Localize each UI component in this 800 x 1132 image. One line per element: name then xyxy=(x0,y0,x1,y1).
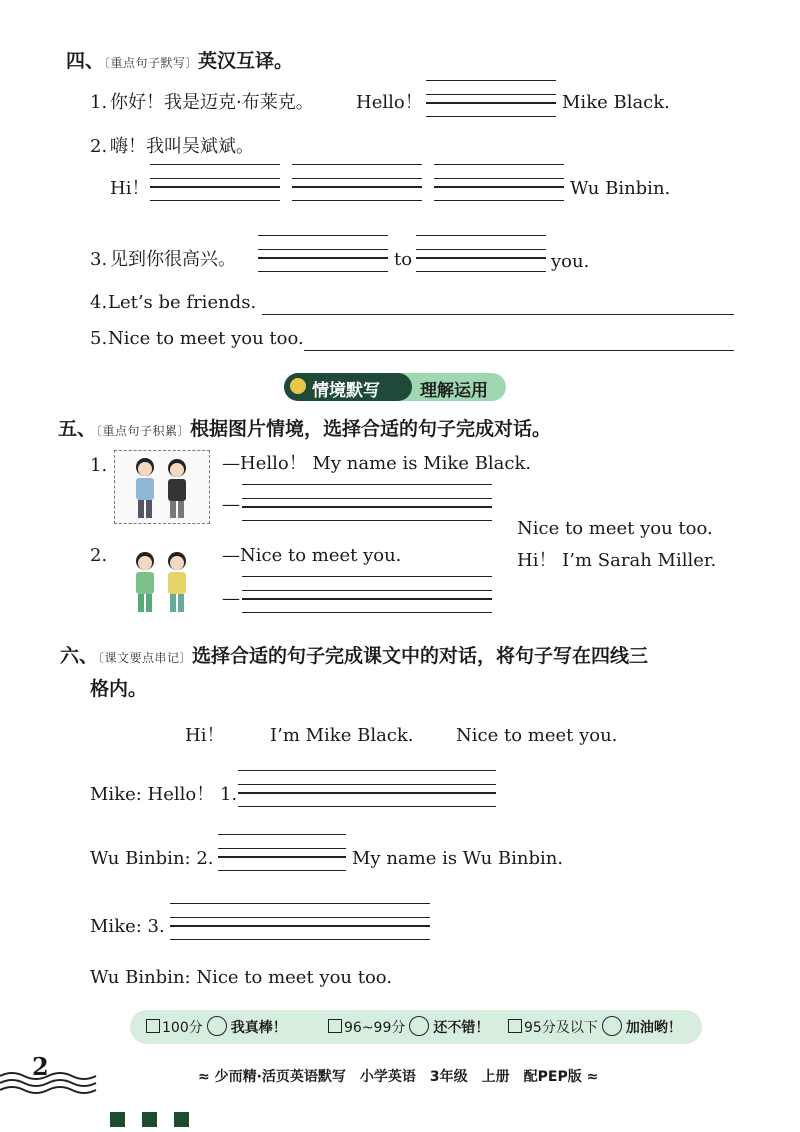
s4-item1-prefix: Hello！ xyxy=(356,92,423,113)
wave-decoration-icon xyxy=(0,1070,100,1094)
medal-icon xyxy=(290,378,306,394)
s5-item2-num: 2. xyxy=(90,545,108,566)
s6-dialog-1: Mike: Hello！ 1. xyxy=(90,784,238,805)
s5-item2-picture-two-boys xyxy=(114,545,210,619)
s4-item5-en: Nice to meet you too. xyxy=(108,328,304,349)
section6-title-line2: 格内。 xyxy=(90,678,148,700)
section6-tag: 〔课文要点串记〕 xyxy=(98,651,193,665)
s4-item3-writing-lines-b[interactable] xyxy=(416,235,546,279)
score-a-label: 100分 xyxy=(162,1020,203,1036)
banner-right-text: 理解运用 xyxy=(420,381,488,401)
two-children-icon xyxy=(115,451,209,523)
section5-title: 根据图片情境，选择合适的句子完成对话。 xyxy=(190,418,552,440)
decor-square-2 xyxy=(142,1112,157,1127)
section4-number: 四、 xyxy=(66,50,105,72)
section4-title: 英汉互译。 xyxy=(198,50,294,72)
s4-item3-suffix: you. xyxy=(551,251,590,272)
s6-dialog-2-suffix: My name is Wu Binbin. xyxy=(352,848,564,869)
s6-dialog-2: Wu Binbin: 2. xyxy=(90,848,214,869)
checkbox-icon xyxy=(508,1019,522,1033)
smile-face-icon xyxy=(409,1016,429,1036)
score-b-label: 96~99分 xyxy=(344,1020,406,1036)
s5-item1-writing-lines[interactable] xyxy=(242,484,492,528)
section4-tag: 〔重点句子默写〕 xyxy=(104,56,199,70)
s4-item3-num: 3. xyxy=(90,249,108,270)
s5-option-2: Hi！ I’m Sarah Miller. xyxy=(517,550,717,571)
s6-dialog1-writing-lines[interactable] xyxy=(238,770,496,814)
section-banner xyxy=(284,373,506,401)
s5-item1-num: 1. xyxy=(90,455,108,476)
banner-left-text: 情境默写 xyxy=(312,381,380,401)
page-number: 2 xyxy=(32,1052,49,1081)
score-b-text: 还不错！ xyxy=(433,1020,490,1036)
section4-heading xyxy=(66,50,293,74)
s4-item3-cn: 见到你很高兴。 xyxy=(110,249,236,270)
s6-option-2: I’m Mike Black. xyxy=(270,725,414,746)
s4-item2-num: 2. xyxy=(90,136,108,157)
score-option-b[interactable] xyxy=(328,1016,489,1039)
s4-item4-answer-line[interactable] xyxy=(262,314,734,315)
s4-item3-writing-lines-a[interactable] xyxy=(258,235,388,279)
score-bar xyxy=(130,1010,702,1044)
s4-item2-cn: 嗨！我叫吴斌斌。 xyxy=(110,136,254,157)
s4-item2-prefix: Hi！ xyxy=(110,178,150,199)
s4-item1-cn: 你好！我是迈克·布莱克。 xyxy=(110,92,314,113)
s4-item3-middle: to xyxy=(394,249,413,270)
s5-item2-dash: — xyxy=(222,588,240,609)
banner-dark-part xyxy=(284,373,412,401)
score-a-text: 我真棒！ xyxy=(230,1020,287,1036)
s4-item2-writing-lines-a[interactable] xyxy=(150,164,280,208)
s5-item1-picture-boy-girl xyxy=(114,450,210,524)
section5-heading xyxy=(58,418,551,442)
score-c-label: 95分及以下 xyxy=(524,1020,598,1036)
section6-number: 六、 xyxy=(60,645,99,667)
s4-item5-num: 5. xyxy=(90,328,108,349)
checkbox-icon xyxy=(328,1019,342,1033)
footer-text: ≈ 少而精·活页英语默写 小学英语 3年级 上册 配PEP版 ≈ xyxy=(198,1069,599,1085)
s5-item2-line1: —Nice to meet you. xyxy=(222,545,402,566)
section6-title-line1: 选择合适的句子完成课文中的对话，将句子写在四线三 xyxy=(192,645,649,667)
two-boys-icon xyxy=(115,546,209,618)
decor-square-1 xyxy=(110,1112,125,1127)
s5-option-1: Nice to meet you too. xyxy=(517,518,713,539)
s6-dialog-3: Mike: 3. xyxy=(90,916,165,937)
s6-option-1: Hi！ xyxy=(185,725,225,746)
s5-item2-writing-lines[interactable] xyxy=(242,576,492,620)
s6-dialog3-writing-lines[interactable] xyxy=(170,903,430,947)
s6-dialog-4: Wu Binbin: Nice to meet you too. xyxy=(90,967,393,988)
s4-item5-answer-line[interactable] xyxy=(304,350,734,351)
score-option-a[interactable] xyxy=(146,1016,287,1039)
s5-item1-line1: —Hello！ My name is Mike Black. xyxy=(222,453,532,474)
section5-number: 五、 xyxy=(58,418,97,440)
s6-dialog2-writing-lines[interactable] xyxy=(218,834,346,878)
s4-item2-suffix: Wu Binbin. xyxy=(570,178,671,199)
s4-item4-en: Let’s be friends. xyxy=(108,292,257,313)
s4-item4-num: 4. xyxy=(90,292,108,313)
s4-item1-suffix: Mike Black. xyxy=(562,92,670,113)
s4-item2-writing-lines-c[interactable] xyxy=(434,164,564,208)
s5-item1-dash: — xyxy=(222,494,240,515)
s6-option-3: Nice to meet you. xyxy=(456,725,618,746)
s4-item1-writing-lines[interactable] xyxy=(426,80,556,124)
section5-tag: 〔重点句子积累〕 xyxy=(96,424,191,438)
score-option-c[interactable] xyxy=(508,1016,682,1039)
s4-item2-writing-lines-b[interactable] xyxy=(292,164,422,208)
decor-square-3 xyxy=(174,1112,189,1127)
cheer-face-icon xyxy=(602,1016,622,1036)
section6-heading xyxy=(60,645,648,669)
s4-item1-num: 1. xyxy=(90,92,108,113)
checkbox-icon xyxy=(146,1019,160,1033)
happy-face-icon xyxy=(207,1016,227,1036)
score-c-text: 加油哟！ xyxy=(625,1020,682,1036)
